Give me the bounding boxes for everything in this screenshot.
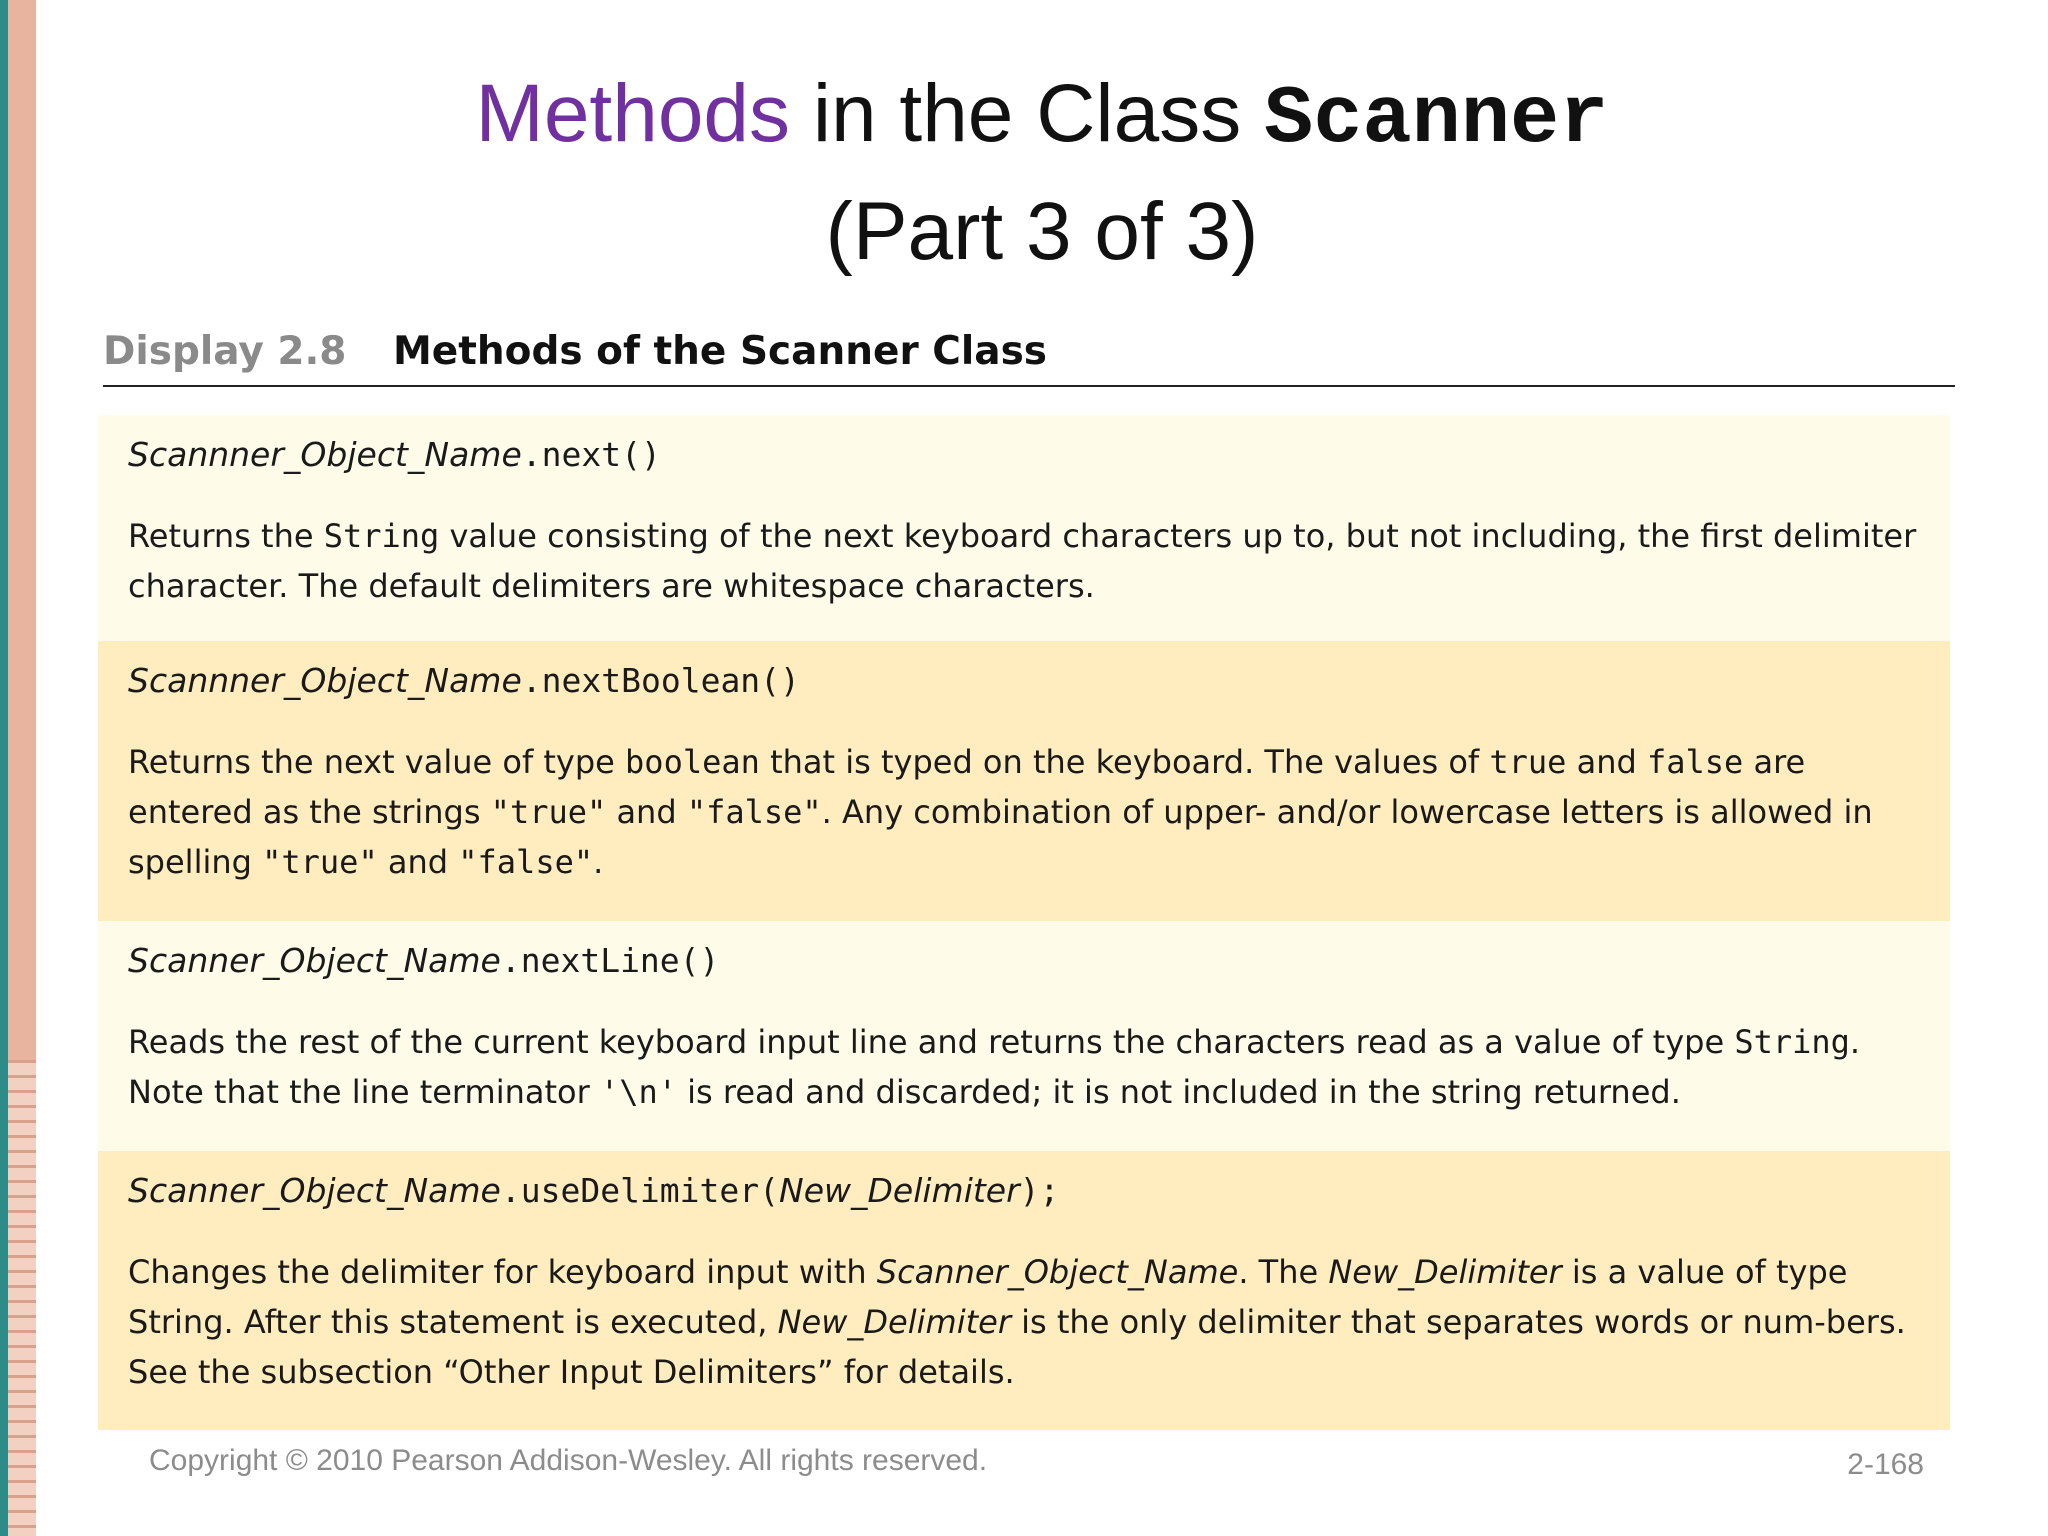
- title-accent-word: Methods: [475, 68, 791, 159]
- object-name: Scannner_Object_Name: [128, 435, 522, 474]
- title-line-1: [36, 58, 2048, 176]
- display-title: Methods of the Scanner Class: [393, 329, 1047, 374]
- method-signature: [128, 433, 1920, 477]
- title-text: in the Class: [790, 68, 1265, 159]
- method-signature: [128, 939, 1920, 983]
- title-line-2: (Part 3 of 3): [825, 186, 1259, 277]
- object-name: Scanner_Object_Name: [128, 1171, 501, 1210]
- method-row-nextline: [98, 921, 1950, 1151]
- method-description: Returns the next value of type boolean that is typed on the keyboard. The values of true and false are entered as the strings "true" and "false". Any combination of upper- and/or lowercase letters is allowed in spelling "true" and "false".: [128, 743, 1873, 881]
- method-row-next: [98, 415, 1950, 641]
- method-row-nextboolean: [98, 641, 1950, 921]
- method-signature: [128, 1169, 1920, 1213]
- method-description: Reads the rest of the current keyboard input line and returns the characters read as a value of type String. Note that the line terminator '\n' is read and discarded; it is not included in the string returned.: [128, 1023, 1861, 1111]
- method-param: New_Delimiter: [779, 1171, 1020, 1210]
- left-tick-pattern: [8, 1060, 36, 1536]
- method-row-usedelimiter: [98, 1151, 1950, 1430]
- method-call: .nextLine(): [500, 941, 720, 980]
- copyright-footer: Copyright © 2010 Pearson Addison-Wesley. All rights reserved.: [149, 1444, 988, 1477]
- method-call: .next(): [521, 435, 661, 474]
- object-name: Scanner_Object_Name: [128, 941, 501, 980]
- method-signature: [128, 659, 1920, 703]
- left-accent-stripe: [0, 0, 8, 1536]
- method-description: Returns the String value consisting of the next keyboard characters up to, but not including, the first delimiter character. The default delimiters are whitespace characters.: [128, 517, 1917, 605]
- method-call: .nextBoolean(): [521, 661, 800, 700]
- display-label: Display 2.8: [103, 329, 347, 374]
- methods-table: [98, 415, 1950, 1430]
- method-call-end: );: [1019, 1171, 1060, 1210]
- method-call: .useDelimiter(: [500, 1171, 780, 1210]
- page-number: 2-168: [1847, 1448, 1924, 1481]
- method-description: Changes the delimiter for keyboard input with Scanner_Object_Name. The New_Delimiter is a value of type String. After this statement is executed, New_Delimiter is the only delimiter that separates words or num-bers. See the subsection “Other Input Delimiters” for details.: [128, 1253, 1906, 1391]
- slide-title: [36, 58, 2048, 288]
- object-name: Scannner_Object_Name: [128, 661, 522, 700]
- title-code: Scanner: [1264, 73, 1609, 166]
- display-header: [103, 325, 1955, 387]
